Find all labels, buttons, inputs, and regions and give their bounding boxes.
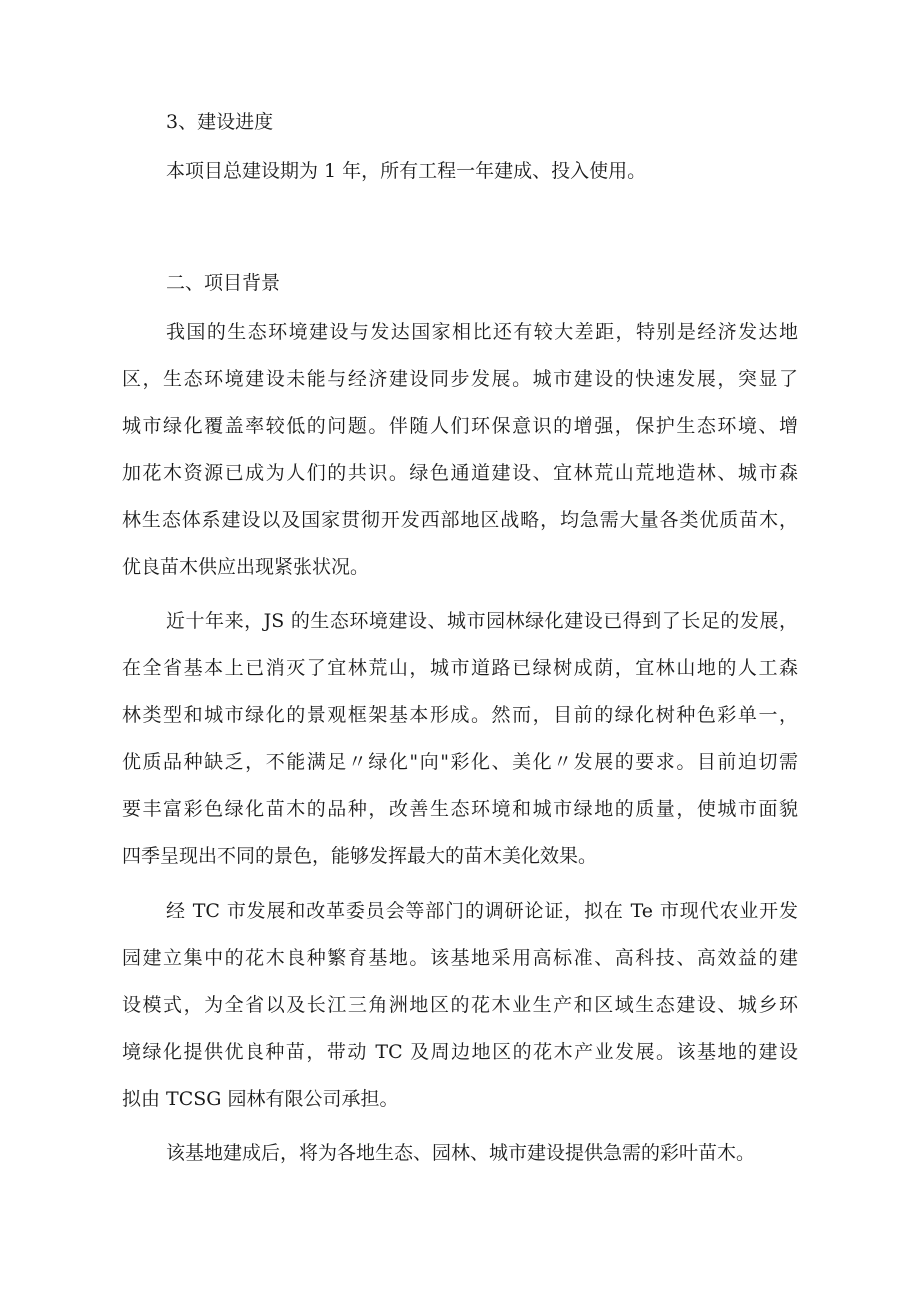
text-line: 优质品种缺乏，不能满足〃绿化"向"彩化、美化〃发展的要求。目前迫切需 (122, 751, 798, 773)
text-line: 加花木资源已成为人们的共识。绿色通道建设、宜林荒山荒地造林、城市森 (122, 462, 798, 484)
text-line: 本项目总建设期为 1 年，所有工程一年建成、投入使用。 (166, 160, 647, 182)
text-line: 优良苗木供应出现紧张状况。 (122, 556, 370, 578)
text-line: 四季呈现出不同的景色，能够发挥最大的苗木美化效果。 (122, 845, 598, 867)
text-line: 近十年来，JS 的生态环境建设、城市园林绿化建设已得到了长足的发展， (166, 610, 798, 632)
text-line: 园建立集中的花木良种繁育基地。该基地采用高标准、高科技、高效益的建 (122, 947, 798, 969)
paragraph-background-1 (122, 309, 798, 591)
text-line: 林生态体系建设以及国家贯彻开发西部地区战略，均急需大量各类优质苗木， (122, 509, 798, 531)
text-line: 拟由 TCSG 园林有限公司承担。 (122, 1088, 399, 1110)
paragraph-progress (122, 148, 798, 195)
paragraph-background-4 (122, 1130, 798, 1177)
text-line: 林类型和城市绿化的景观框架基本形成。然而，目前的绿化树种色彩单一， (122, 704, 798, 726)
paragraph-background-3 (122, 888, 798, 1123)
text-line: 境绿化提供优良种苗，带动 TC 及周边地区的花木产业发展。该基地的建设 (122, 1041, 798, 1063)
paragraph-background-2 (122, 598, 798, 880)
text-line: 区，生态环境建设未能与经济建设同步发展。城市建设的快速发展，突显了 (122, 368, 798, 390)
section-heading-background: 二、项目背景 (166, 272, 281, 294)
section-heading-progress: 3、建设进度 (166, 111, 274, 133)
text-line: 经 TC 市发展和改革委员会等部门的调研论证，拟在 Te 市现代农业开发 (166, 900, 798, 922)
text-line: 在全省基本上已消灭了宜林荒山，城市道路已绿树成荫，宜林山地的人工森 (122, 657, 798, 679)
text-line: 设模式，为全省以及长江三角洲地区的花木业生产和区域生态建设、城乡环 (122, 994, 798, 1016)
text-line: 我国的生态环境建设与发达国家相比还有较大差距，特别是经济发达地 (166, 321, 798, 343)
text-line: 城市绿化覆盖率较低的问题。伴随人们环保意识的增强，保护生态环境、增 (122, 415, 798, 437)
text-line: 该基地建成后，将为各地生态、园林、城市建设提供急需的彩叶苗木。 (166, 1142, 756, 1164)
text-line: 要丰富彩色绿化苗木的品种，改善生态环境和城市绿地的质量，使城市面貌 (122, 798, 798, 820)
